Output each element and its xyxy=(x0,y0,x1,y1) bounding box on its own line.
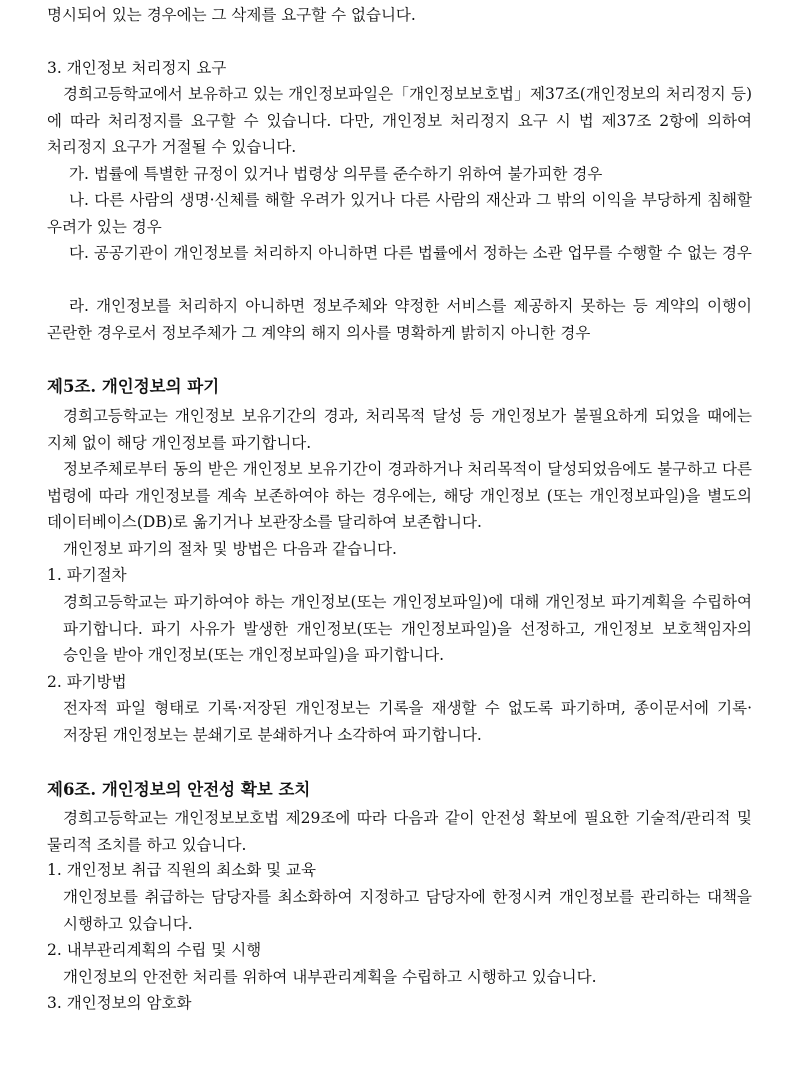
article-5-subheading-1: 1. 파기절차 xyxy=(47,566,127,584)
article-5-subheading-2: 2. 파기방법 xyxy=(47,673,127,691)
article-6-subheading-2: 2. 내부관리계획의 수립 및 시행 xyxy=(47,941,262,959)
section-3-item-da: 다. 공공기관이 개인정보를 처리하지 아니하면 다른 법률에서 정하는 소관 업무를 수행할 수 없는 경우 xyxy=(69,244,752,262)
section-3-paragraph: 경희고등학교에서 보유하고 있는 개인정보파일은「개인정보보호법」제37조(개인정보의 처리정지 등)에 따라 처리정지를 요구할 수 있습니다. 다만, 개인정보 처리정지 요구 시 법 제37조 2항에 의하여 처리정지 요구가 거절될 수 있습니다. xyxy=(47,85,752,156)
section-3-item-ga: 가. 법률에 특별한 규정이 있거나 법령상 의무를 준수하기 위하여 불가피한 경우 xyxy=(69,165,603,183)
article-6-subheading-1: 1. 개인정보 취급 직원의 최소화 및 교육 xyxy=(47,861,316,879)
continued-paragraph: 명시되어 있는 경우에는 그 삭제를 요구할 수 없습니다. xyxy=(47,6,416,24)
article-6-title: 제6조. 개인정보의 안전성 확보 조치 xyxy=(47,780,311,799)
article-6-subbody-2: 개인정보의 안전한 처리를 위하여 내부관리계획을 수립하고 시행하고 있습니다. xyxy=(63,968,597,986)
section-3-item-ra: 라. 개인정보를 처리하지 아니하면 정보주체와 약정한 서비스를 제공하지 못하는 등 계약의 이행이 곤란한 경우로서 정보주체가 그 계약의 해지 의사를 명확하게 밝히지 아니한 경우 xyxy=(47,297,752,342)
article-5-subbody-1: 경희고등학교는 파기하여야 하는 개인정보(또는 개인정보파일)에 대해 개인정보 파기계획을 수립하여 파기합니다. 파기 사유가 발생한 개인정보(또는 개인정보파일)을 선정하고, 개인정보 보호책임자의 승인을 받아 개인정보(또는 개인정보파일)을 파기합니다. xyxy=(63,593,752,664)
article-5-paragraph-1: 경희고등학교는 개인정보 보유기간의 경과, 처리목적 달성 등 개인정보가 불필요하게 되었을 때에는 지체 없이 해당 개인정보를 파기합니다. xyxy=(47,407,752,452)
section-3-heading: 3. 개인정보 처리정지 요구 xyxy=(47,59,227,77)
section-3-item-na: 나. 다른 사람의 생명·신체를 해할 우려가 있거나 다른 사람의 재산과 그 밖의 이익을 부당하게 침해할 우려가 있는 경우 xyxy=(47,191,752,236)
article-5-paragraph-3: 개인정보 파기의 절차 및 방법은 다음과 같습니다. xyxy=(63,540,397,558)
article-6-paragraph-1: 경희고등학교는 개인정보보호법 제29조에 따라 다음과 같이 안전성 확보에 필요한 기술적/관리적 및 물리적 조치를 하고 있습니다. xyxy=(47,809,752,854)
article-6-subbody-1: 개인정보를 취급하는 담당자를 최소화하여 지정하고 담당자에 한정시켜 개인정보를 관리하는 대책을 시행하고 있습니다. xyxy=(63,888,752,933)
article-5-paragraph-2: 정보주체로부터 동의 받은 개인정보 보유기간이 경과하거나 처리목적이 달성되었음에도 불구하고 다른 법령에 따라 개인정보를 계속 보존하여야 하는 경우에는, 해당 개인정보 (또는 개인정보파일)을 별도의 데이터베이스(DB)로 옮기거나 보관장소를 달리하여 보존합니다. xyxy=(47,460,752,531)
article-5-subbody-2: 전자적 파일 형태로 기록·저장된 개인정보는 기록을 재생할 수 없도록 파기하며, 종이문서에 기록·저장된 개인정보는 분쇄기로 분쇄하거나 소각하여 파기합니다. xyxy=(63,699,752,744)
article-5-title: 제5조. 개인정보의 파기 xyxy=(47,377,220,396)
article-6-subheading-3: 3. 개인정보의 암호화 xyxy=(47,994,192,1012)
